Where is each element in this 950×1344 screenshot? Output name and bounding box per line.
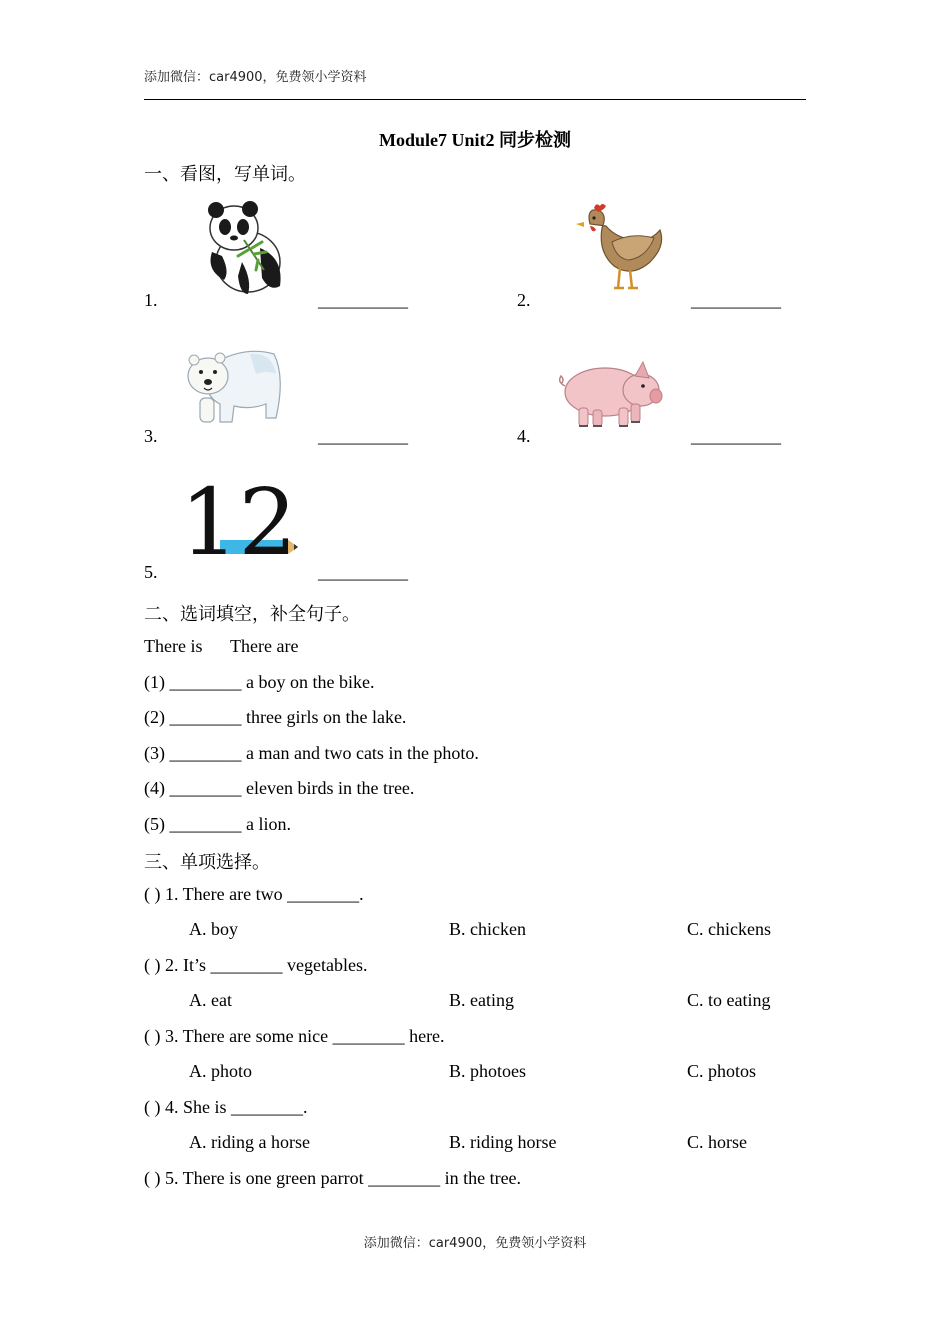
pig-icon (557, 356, 667, 432)
choice-a[interactable]: A. photo (189, 1061, 252, 1081)
choice-b[interactable]: B. riding horse (449, 1132, 557, 1152)
choice-b[interactable]: B. photoes (449, 1061, 527, 1081)
answer-blank[interactable]: __________ (318, 562, 408, 582)
choice-b[interactable]: B. eating (449, 990, 514, 1010)
item-number: 1. (144, 290, 158, 310)
section1-heading: 一、看图，写单词。 (144, 164, 306, 185)
choice-a[interactable]: A. boy (189, 919, 238, 939)
choice-c[interactable]: C. chickens (687, 919, 771, 939)
polar-bear-icon (186, 344, 286, 430)
fill-sentence: (1) ________ a boy on the bike. (144, 672, 375, 692)
number-twelve-icon (180, 474, 302, 564)
page-title: Module7 Unit2 同步检测 (378, 130, 571, 150)
choice-a[interactable]: A. eat (189, 990, 232, 1010)
item-number: 2. (517, 290, 531, 310)
word-option: There is (144, 636, 203, 656)
choice-c[interactable]: C. horse (687, 1132, 747, 1152)
section2-heading: 二、选词填空，补全句子。 (144, 604, 360, 625)
number-twelve-text: 12 (180, 474, 298, 564)
question-stem: ( ) 4. She is ________. (144, 1097, 308, 1117)
item-number: 5. (144, 562, 158, 582)
fill-sentence: (5) ________ a lion. (144, 814, 291, 834)
fill-sentence: (2) ________ three girls on the lake. (144, 707, 407, 727)
question-stem: ( ) 3. There are some nice ________ here. (144, 1026, 445, 1046)
choice-c[interactable]: C. photos (687, 1061, 757, 1081)
question-stem: ( ) 1. There are two ________. (144, 884, 364, 904)
header-divider (144, 99, 806, 100)
answer-blank[interactable]: __________ (691, 426, 781, 446)
choice-a[interactable]: A. riding a horse (189, 1132, 310, 1152)
fill-sentence: (4) ________ eleven birds in the tree. (144, 778, 415, 798)
panda-icon (204, 200, 288, 298)
item-number: 3. (144, 426, 158, 446)
item-number: 4. (517, 426, 531, 446)
section3-heading: 三、单项选择。 (144, 852, 270, 873)
page-footer: 添加微信：car4900，免费领小学资料 (363, 1236, 587, 1251)
choice-c[interactable]: C. to eating (687, 990, 771, 1010)
word-option: There are (230, 636, 299, 656)
choice-b[interactable]: B. chicken (449, 919, 526, 939)
question-stem: ( ) 5. There is one green parrot ________ in the tree. (144, 1168, 522, 1188)
answer-blank[interactable]: __________ (318, 290, 408, 310)
answer-blank[interactable]: __________ (691, 290, 781, 310)
question-stem: ( ) 2. It’s ________ vegetables. (144, 955, 368, 975)
page-header: 添加微信：car4900，免费领小学资料 (144, 70, 367, 85)
fill-sentence: (3) ________ a man and two cats in the photo. (144, 743, 479, 763)
hen-icon (572, 202, 668, 294)
answer-blank[interactable]: __________ (318, 426, 408, 446)
